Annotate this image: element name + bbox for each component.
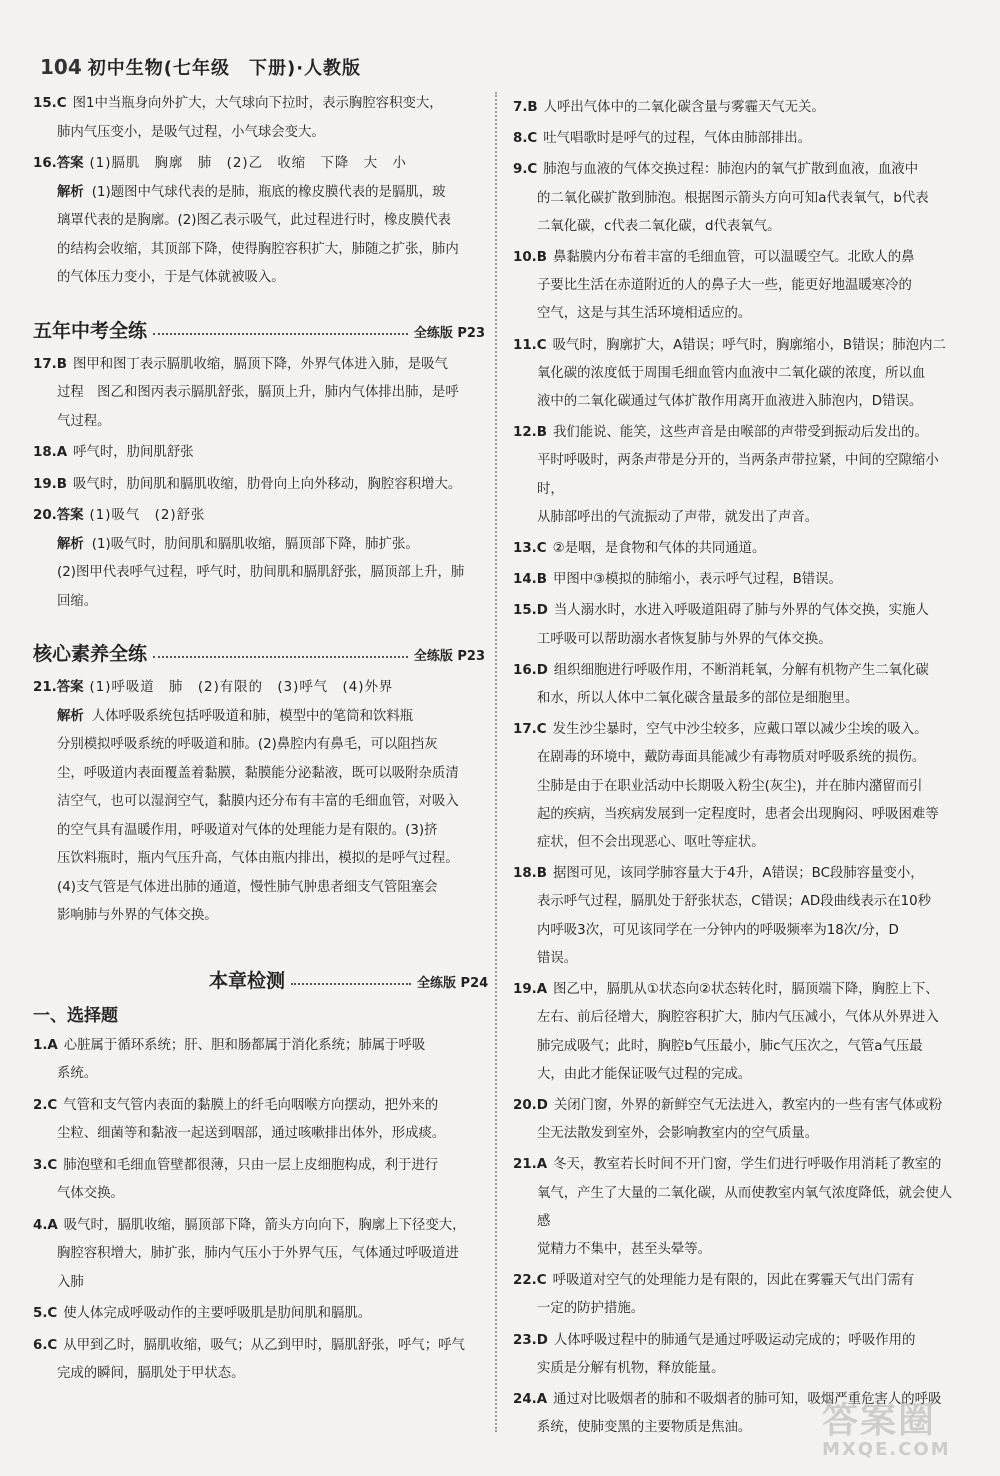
explanation-line: 璃罩代表的是胸廓。(2)图乙表示吸气，此过程进行时，橡皮膜代表: [57, 213, 451, 228]
answer-line: [33, 502, 485, 531]
answer-line: 平时呼吸时，两条声带是分开的，当两条声带拉紧，中间的空隙缩小时，: [537, 453, 939, 497]
answer-block: [33, 150, 485, 293]
explanation-line: 尘，呼吸道内表面覆盖着黏膜，黏膜能分泌黏液，既可以吸附杂质清: [57, 765, 459, 781]
watermark-url: MXQE.COM: [822, 1439, 951, 1460]
question-number: 10.B: [513, 250, 547, 266]
subsection-title: 一、选择题: [33, 1005, 118, 1026]
answer-line: 从肺部呼出的气流振动了声带，就发出了声音。: [537, 509, 819, 525]
section-ref: 全练版 P23: [413, 649, 485, 664]
section-dots: [291, 983, 411, 985]
question-number: 20.答案: [33, 508, 84, 523]
answer-text: 人体呼吸过程中的肺通气是通过呼吸运动完成的；呼吸作用的: [553, 1332, 916, 1348]
answer-item: [33, 1152, 485, 1209]
answer-item: [513, 1327, 965, 1383]
answer-text: 我们能说、能笑，这些声音是由喉部的声带受到振动后发出的。: [552, 425, 928, 441]
answer-block: [33, 674, 485, 931]
section-header: [33, 630, 485, 666]
explanation-label: 解析: [57, 184, 84, 200]
answer-text: 关闭门窗，外界的新鲜空气无法进入，教室内的一些有害气体或粉: [553, 1097, 943, 1113]
answer-line: 一定的防护措施。: [537, 1301, 645, 1317]
answer-line: 工呼吸可以帮助溺水者恢复肺与外界的气体交换。: [537, 631, 832, 647]
question-number: 16.答案: [33, 156, 84, 171]
right-column: [513, 94, 965, 1445]
explanation-line: 影响肺与外界的气体交换。: [57, 908, 218, 923]
answer-text: 图乙中，膈肌从①状态向②状态转化时，膈顶端下降，胸腔上下、: [553, 982, 939, 998]
answer-line: [513, 716, 965, 744]
answer-text: 吐气唱歌时是呼气的过程，气体由肺部排出。: [543, 131, 812, 147]
explanation: [33, 179, 485, 293]
answer-item: [513, 244, 965, 329]
explanation-line: 压饮料瓶时，瓶内气压升高，气体由瓶内排出，模拟的是呼气过程。: [57, 851, 459, 866]
explanation-line: (2)图甲代表呼气过程，呼气时，肋间肌和膈肌舒张，膈顶部上升，肺: [57, 565, 465, 580]
question-number: 5.C: [33, 1306, 58, 1321]
explanation-line: [57, 179, 485, 208]
answer-line: 在剧毒的环境中，戴防毒面具能减少有毒物质对呼吸系统的损伤。: [537, 750, 926, 766]
explanation-text: (1)吸气时，肋间肌和膈肌收缩，膈顶部下降，肺扩张。: [91, 536, 419, 552]
answer-line: 大，由此才能保证吸气过程的完成。: [537, 1066, 752, 1082]
answer-text: 吸气时，膈肌收缩，膈顶部下降，箭头方向向下，胸廓上下径变大，: [63, 1217, 466, 1233]
answer-item: [33, 351, 485, 437]
answer-line: 内呼吸3次，可见该同学在一分钟内的呼吸频率为18次/分，D: [537, 922, 899, 938]
explanation-text: 人体呼吸系统包括呼吸道和肺，模型中的笔筒和饮料瓶: [91, 708, 414, 724]
explanation-line: [57, 703, 485, 732]
explanation-line: 的气体压力变小，于是气体就被吸入。: [57, 270, 285, 285]
answer-line: 气过程。: [57, 413, 111, 429]
answer-text: 当人溺水时，水进入呼吸道阻碍了肺与外界的气体交换，实施人: [553, 603, 929, 619]
answer-item: [33, 1032, 485, 1089]
answer-text: 吸气时，肋间肌和膈肌收缩，肋骨向上向外移动，胸腔容积增大。: [72, 476, 462, 492]
answer-line: 系统。: [57, 1066, 98, 1081]
question-number: 7.B: [513, 100, 538, 115]
question-number: 19.A: [513, 982, 548, 998]
explanation-line: 的空气具有温暖作用，呼吸道对气体的处理能力是有限的。(3)挤: [57, 822, 438, 838]
answer-line: [513, 976, 965, 1004]
answer-line: [513, 597, 965, 625]
answer-text: 发生沙尘暴时，空气中沙尘较多，应戴口罩以减少尘埃的吸入。: [552, 722, 928, 738]
page-number: 104: [40, 55, 82, 79]
answer-text: 鼻黏膜内分布着丰富的毛细血管，可以温暖空气。北欧人的鼻: [552, 250, 915, 266]
answer-line: 尘无法散发到室外，会影响教室内的空气质量。: [537, 1126, 819, 1142]
explanation-line: [57, 531, 485, 560]
question-number: 8.C: [513, 131, 538, 147]
question-number: 17.B: [33, 356, 67, 372]
answer-line: 氧化碳的浓度低于周围毛细血管内血液中二氧化碳的浓度，所以血: [537, 365, 926, 381]
explanation-text: (1)题图中气球代表的是肺，瓶底的橡皮膜代表的是膈肌，玻: [91, 184, 446, 200]
answer-line: [513, 156, 965, 184]
explanation-line: (4)支气管是气体进出肺的通道，慢性肺气肿患者细支气管阻塞会: [57, 879, 438, 895]
answer-block: [33, 502, 485, 616]
answer-item: [513, 1092, 965, 1148]
question-number: 15.C: [33, 96, 67, 111]
answer-item: [513, 94, 965, 122]
question-number: 16.D: [513, 662, 548, 678]
page-header: [40, 50, 980, 84]
question-number: 23.D: [513, 1332, 548, 1348]
answer-line: 肺内气压变小，是吸气过程，小气球会变大。: [57, 124, 325, 140]
answer-line: 气体交换。: [57, 1186, 124, 1201]
answer-line: 氧气，产生了大量的二氧化碳，从而使教室内氧气浓度降低，就会使人感: [537, 1185, 953, 1229]
answer-text: (1)吸气 (2)舒张: [89, 508, 206, 523]
answer-line: [33, 1092, 485, 1121]
answer-item: [33, 1212, 485, 1298]
answer-line: 系统，使肺变黑的主要物质是焦油。: [537, 1420, 752, 1436]
question-number: 19.B: [33, 476, 67, 492]
answer-item: [33, 1332, 485, 1389]
answer-text: 肺泡壁和毛细血管壁都很薄，只由一层上皮细胞构成，利于进行: [63, 1157, 439, 1173]
answer-text: 气管和支气管内表面的黏膜上的纤毛向咽喉方向摆动，把外来的: [63, 1097, 439, 1113]
question-number: 21.答案: [33, 680, 84, 695]
section-header: [33, 957, 489, 993]
answer-text: 组织细胞进行呼吸作用，不断消耗氧，分解有机物产生二氧化碳: [553, 662, 929, 678]
answer-item: [513, 860, 965, 973]
book-title: 初中生物(七年级 下册)·人教版: [87, 58, 362, 79]
answer-item: [513, 156, 965, 241]
answer-item: [513, 716, 965, 857]
answer-line: 表示呼气过程，膈肌处于舒张状态，C错误；AD段曲线表示在10秒: [537, 894, 932, 910]
answer-line: [33, 1332, 485, 1361]
answer-line: [513, 1327, 965, 1355]
answer-line: [513, 1151, 965, 1179]
question-number: 11.C: [513, 337, 547, 353]
answer-line: [33, 1152, 485, 1181]
answer-line: [513, 566, 965, 594]
answer-line: 觉精力不集中，甚至头晕等。: [537, 1241, 712, 1257]
answer-line: [33, 471, 485, 500]
answer-item: [33, 439, 485, 468]
answer-item: [513, 419, 965, 532]
answer-line: [513, 1092, 965, 1120]
answer-item: [33, 471, 485, 500]
answer-item: [513, 1151, 965, 1264]
answer-line: [513, 419, 965, 447]
answer-line: 胸腔容积增大，肺扩张，肺内气压小于外界气压，气体通过呼吸道进: [57, 1246, 459, 1261]
answer-line: [513, 332, 965, 360]
question-number: 14.B: [513, 572, 547, 588]
answer-text: 通过对比吸烟者的肺和不吸烟者的肺可知，吸烟严重危害人的呼吸: [553, 1391, 942, 1407]
answer-text: 据图可见，该同学肺容量大于4升，A错误；BC段肺容量变小，: [552, 866, 924, 882]
answer-line: 入肺: [57, 1274, 84, 1290]
answer-text: 心脏属于循环系统；肝、胆和肠都属于消化系统；肺属于呼吸: [63, 1037, 426, 1053]
question-number: 20.D: [513, 1097, 548, 1113]
answer-item: [513, 566, 965, 594]
section-title: 核心素养全练: [33, 643, 148, 665]
answer-item: [513, 1267, 965, 1323]
question-number: 21.A: [513, 1157, 548, 1173]
question-number: 22.C: [513, 1273, 547, 1289]
answer-text: ②是咽，是食物和气体的共同通道。: [552, 541, 766, 557]
question-number: 17.C: [513, 722, 547, 738]
watermark-text: 答案圈: [822, 1400, 937, 1441]
answer-line: 实质是分解有机物，释放能量。: [537, 1360, 725, 1376]
section-header: [33, 307, 485, 343]
section-ref: 全练版 P23: [413, 325, 485, 341]
explanation-label: 解析: [57, 536, 84, 552]
answer-line: [33, 351, 485, 380]
answer-line: 左右、前后径增大，胸腔容积扩大，肺内气压减小，气体从外界进入: [537, 1010, 939, 1026]
answer-line: [513, 657, 965, 685]
answer-line: 二氧化碳，c代表二氧化碳，d代表氧气。: [537, 218, 781, 234]
answer-text: (1)膈肌 胸廓 肺 (2)乙 收缩 下降 大 小: [89, 156, 407, 171]
answer-line: [513, 535, 965, 563]
answer-text: 呼吸道对空气的处理能力是有限的，因此在雾霾天气出门需有: [552, 1273, 915, 1289]
answer-line: 的二氧化碳扩散到肺泡。根据图示箭头方向可知a代表氧气，b代表: [537, 190, 929, 206]
answer-line: 症状，但不会出现恶心、呕吐等症状。: [537, 835, 765, 851]
answer-line: [33, 1032, 485, 1061]
answer-item: [33, 1092, 485, 1149]
answer-text: 肺泡与血液的气体交换过程：肺泡内的氧气扩散到血液，血液中: [543, 162, 919, 178]
explanation: [33, 703, 485, 931]
answer-line: [513, 125, 965, 153]
answer-line: 尘肺是由于在职业活动中长期吸入粉尘(灰尘)，并在肺内潴留而引: [537, 778, 923, 794]
question-number: 12.B: [513, 425, 547, 441]
section-dots: [153, 656, 408, 658]
answer-item: [513, 332, 965, 417]
explanation: [33, 531, 485, 617]
answer-item: [513, 125, 965, 153]
column-divider: [495, 92, 497, 1432]
answer-line: [33, 1212, 485, 1241]
answer-text: 图甲和图丁表示膈肌收缩，膈顶下降，外界气体进入肺，是吸气: [72, 356, 448, 372]
explanation-label: 解析: [57, 708, 84, 724]
question-number: 13.C: [513, 541, 547, 557]
answer-text: 使人体完成呼吸动作的主要呼吸肌是肋间肌和膈肌。: [63, 1306, 372, 1321]
answer-line: [513, 860, 965, 888]
question-number: 1.A: [33, 1037, 58, 1053]
answer-text: 人呼出气体中的二氧化碳含量与雾霾天气无关。: [543, 100, 825, 115]
answer-line: 空气，这是与其生活环境相适应的。: [537, 306, 752, 322]
question-number: 24.A: [513, 1391, 548, 1407]
explanation-line: 洁空气，也可以湿润空气，黏膜内还分布有丰富的毛细血管，对吸入: [57, 794, 459, 809]
explanation-line: 回缩。: [57, 593, 98, 609]
question-number: 18.B: [513, 866, 547, 882]
answer-line: 过程 图乙和图丙表示膈肌舒张，膈顶上升，肺内气体排出肺，是呼: [57, 385, 459, 400]
question-number: 4.A: [33, 1217, 58, 1233]
answer-text: 图1中当瓶身向外扩大，大气球向下拉时，表示胸腔容积变大，: [72, 96, 443, 111]
answer-line: [33, 674, 485, 703]
answer-line: [33, 90, 485, 119]
answer-text: 甲图中③模拟的肺缩小，表示呼气过程，B错误。: [552, 572, 842, 588]
question-number: 15.D: [513, 603, 548, 619]
answer-item: [513, 657, 965, 713]
answer-item: [33, 1300, 485, 1329]
question-number: 18.A: [33, 445, 68, 460]
answer-line: [513, 1267, 965, 1295]
answer-line: 起的疾病，当疾病发展到一定程度时，患者会出现胸闷、呼吸困难等: [537, 806, 939, 822]
answer-text: 从甲到乙时，膈肌收缩，吸气；从乙到甲时，膈肌舒张，呼气；呼气: [63, 1337, 465, 1353]
answer-line: 和水，所以人体中二氧化碳含量最多的部位是细胞里。: [537, 691, 859, 707]
answer-item: [513, 535, 965, 563]
answer-line: 错误。: [537, 950, 578, 966]
answer-line: [513, 94, 965, 122]
explanation-line: 分别模拟呼吸系统的呼吸道和肺。(2)鼻腔内有鼻毛，可以阻挡灰: [57, 737, 438, 752]
section-title: 本章检测: [209, 969, 286, 992]
question-number: 2.C: [33, 1097, 58, 1113]
answer-line: 完成的瞬间，膈肌处于甲状态。: [57, 1366, 245, 1381]
answer-item: [33, 90, 485, 147]
answer-line: [513, 244, 965, 272]
section-title: 五年中考全练: [33, 319, 148, 342]
answer-line: 子要比生活在赤道附近的人的鼻子大一些，能更好地温暖寒冷的: [537, 278, 912, 294]
left-column: [33, 90, 489, 1392]
explanation-line: 的结构会收缩，其顶部下降，使得胸腔容积扩大，肺随之扩张，肺内: [57, 241, 459, 257]
section-ref: 全练版 P24: [417, 975, 489, 991]
answer-line: [33, 439, 485, 468]
answer-line: 液中的二氧化碳通过气体扩散作用离开血液进入肺泡内，D错误。: [537, 394, 923, 410]
answer-line: [33, 150, 485, 179]
answer-line: 尘粒、细菌等和黏液一起送到咽部，通过咳嗽排出体外，形成痰。: [57, 1126, 446, 1141]
section-dots: [153, 333, 408, 335]
question-number: 3.C: [33, 1157, 58, 1173]
question-number: 6.C: [33, 1337, 58, 1353]
answer-line: [33, 1300, 485, 1329]
answer-text: 呼气时，肋间肌舒张: [73, 445, 194, 460]
question-number: 9.C: [513, 162, 538, 178]
watermark-logo: [822, 1392, 982, 1462]
answer-text: 吸气时，胸廓扩大，A错误；呼气时，胸廓缩小，B错误；肺泡内二: [552, 337, 946, 353]
answer-item: [513, 976, 965, 1089]
answer-line: 肺完成吸气；此时，胸腔b气压最小，肺c气压次之，气管a气压最: [537, 1038, 923, 1054]
answer-text: 冬天，教室若长时间不开门窗，学生们进行呼吸作用消耗了教室的: [553, 1157, 942, 1173]
answer-item: [513, 597, 965, 653]
answer-text: (1)呼吸道 肺 (2)有限的 (3)呼气 (4)外界: [89, 680, 394, 695]
